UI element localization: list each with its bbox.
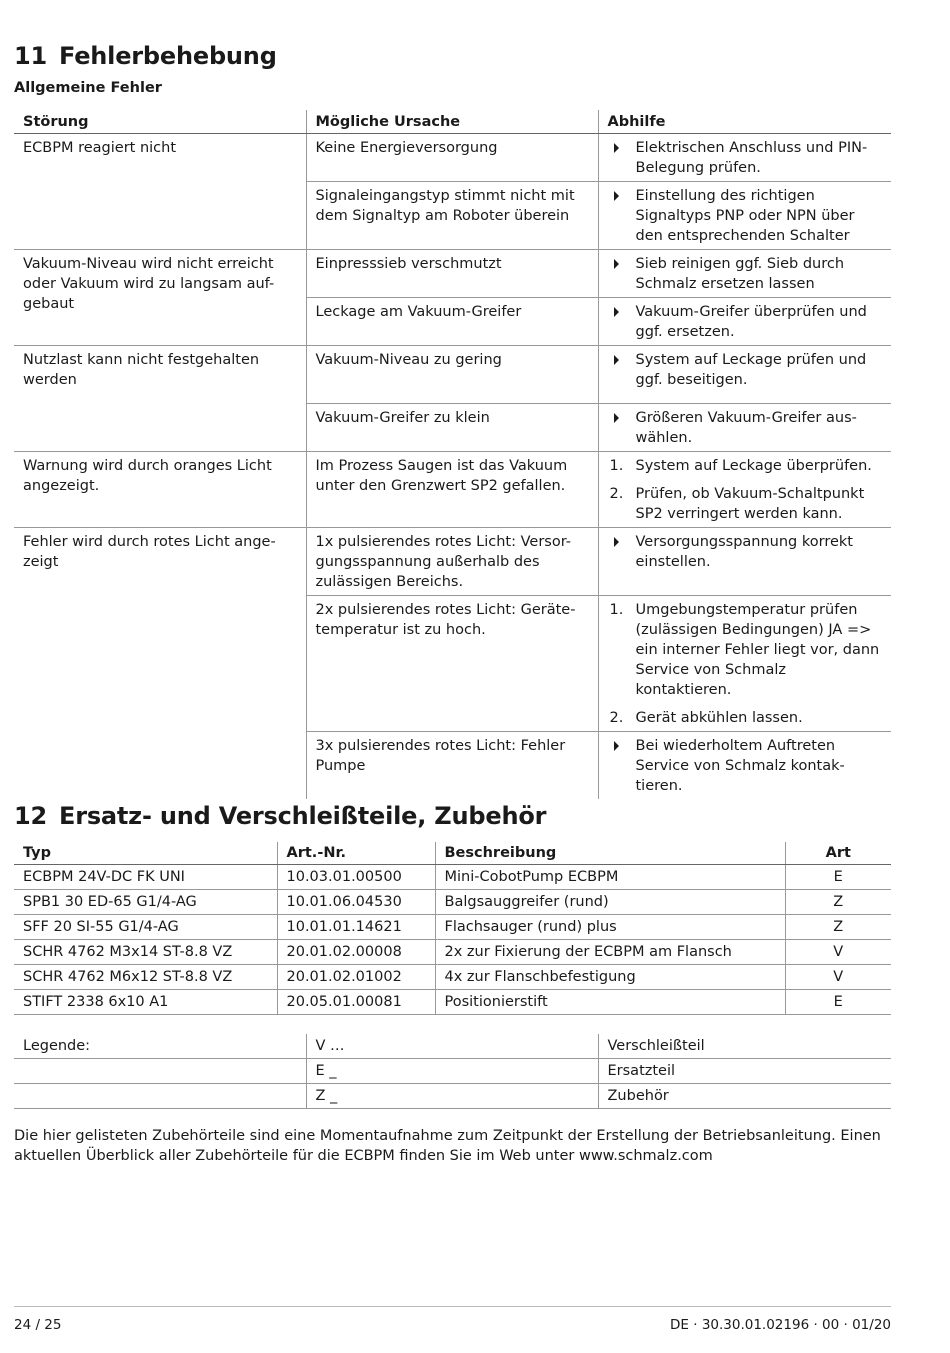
- part-description: Positionierstift: [435, 990, 785, 1015]
- legend-row: [14, 1034, 891, 1059]
- remedy-item: [608, 600, 883, 700]
- cause-cell: Leckage am Vakuum-Greifer: [306, 298, 598, 346]
- remedy-text: Einstellung des richtigen Signaltyps PNP oder NPN über den entsprechenden Schalter: [635, 188, 855, 244]
- cause-cell: Signaleingangstyp stimmt nicht mit dem Signaltyp am Roboter überein: [306, 182, 598, 250]
- document-number: DE · 30.30.01.02196 · 00 · 01/20: [670, 1317, 891, 1333]
- accessories-note: Die hier gelisteten Zubehörteile sind eine Momentaufnahme zum Zeitpunkt der Erstellung der Betriebsanleitung. Einen aktuellen Überblick aller Zubehörteile für die ECBPM finden Sie im Web unter www.schmalz.com: [14, 1128, 881, 1164]
- remedy-text: Versorgungsspannung korrekt einstellen.: [635, 534, 853, 570]
- remedy-item: [608, 254, 883, 294]
- part-description: 2x zur Fixierung der ECBPM am Flansch: [435, 940, 785, 965]
- cause-cell: Keine Energieversorgung: [306, 134, 598, 182]
- section-number: 11: [14, 42, 47, 70]
- table-row: [14, 346, 891, 404]
- article-number: 10.03.01.00500: [277, 865, 435, 890]
- part-category: V: [785, 940, 891, 965]
- remedy-cell: [598, 346, 891, 404]
- arrow-icon: [608, 186, 636, 246]
- step-number: 2.: [609, 710, 624, 726]
- article-number: 10.01.01.14621: [277, 915, 435, 940]
- section-title: Ersatz- und Verschleißteile, Zubehör: [59, 802, 547, 830]
- column-header: Typ: [14, 842, 277, 865]
- section-11-heading: [14, 42, 277, 70]
- remedy-item: [608, 186, 883, 246]
- remedy-item: [608, 350, 883, 390]
- remedy-cell: [598, 182, 891, 250]
- parts-table: [14, 842, 891, 1015]
- remedy-item: [608, 408, 883, 448]
- symptom-cell: Nutzlast kann nicht festgehalten werden: [14, 346, 306, 452]
- part-category: Z: [785, 915, 891, 940]
- table-row: [14, 890, 891, 915]
- section-title: Fehlerbehebung: [59, 42, 277, 70]
- part-category: V: [785, 965, 891, 990]
- cause-cell: 3x pulsierendes rotes Licht: Fehler Pumpe: [306, 732, 598, 800]
- part-type: ECBPM 24V-DC FK UNI: [14, 865, 277, 890]
- part-category: E: [785, 990, 891, 1015]
- remedy-item: [608, 708, 883, 728]
- legend-code: E _: [306, 1059, 598, 1084]
- remedy-text: Größeren Vakuum-Greifer aus-wählen.: [635, 410, 857, 446]
- column-header: Mögliche Ursache: [306, 110, 598, 134]
- step-number: 1.: [609, 458, 624, 474]
- cause-cell: Vakuum-Niveau zu gering: [306, 346, 598, 404]
- legend-table: [14, 1034, 891, 1109]
- remedy-text: System auf Leckage prüfen und ggf. beseitigen.: [635, 352, 867, 388]
- part-type: SFF 20 SI-55 G1/4-AG: [14, 915, 277, 940]
- article-number: 20.01.02.01002: [277, 965, 435, 990]
- table-row: [14, 915, 891, 940]
- section-number: 12: [14, 802, 47, 830]
- arrow-icon: [608, 408, 636, 448]
- remedy-cell: [598, 596, 891, 732]
- arrow-icon: [608, 254, 636, 294]
- remedy-text: Elektrischen Anschluss und PIN-Belegung prüfen.: [635, 140, 868, 176]
- remedy-text: Vakuum-Greifer überprüfen und ggf. ersetzen.: [635, 304, 867, 340]
- cause-cell: Im Prozess Saugen ist das Vakuum unter den Grenzwert SP2 gefallen.: [306, 452, 598, 528]
- article-number: 20.05.01.00081: [277, 990, 435, 1015]
- table-header-row: [14, 842, 891, 865]
- legend-code: V …: [306, 1034, 598, 1059]
- arrow-icon: [608, 350, 636, 390]
- legend-code: Z _: [306, 1084, 598, 1109]
- page-number: 24 / 25: [14, 1317, 62, 1333]
- symptom-cell: ECBPM reagiert nicht: [14, 134, 306, 250]
- table-row: [14, 865, 891, 890]
- legend-label: Legende:: [14, 1034, 306, 1059]
- remedy-text: Umgebungstemperatur prüfen (zulässigen Bedingungen) JA => ein interner Fehler liegt vor, dann Service von Schmalz kontaktieren.: [635, 602, 880, 698]
- remedy-cell: [598, 250, 891, 298]
- part-description: Mini-CobotPump ECBPM: [435, 865, 785, 890]
- table-row: [14, 134, 891, 182]
- cause-cell: 1x pulsierendes rotes Licht: Versor-gungsspannung außerhalb des zulässigen Bereichs.: [306, 528, 598, 596]
- article-number: 10.01.06.04530: [277, 890, 435, 915]
- arrow-icon: [608, 532, 636, 572]
- remedy-cell: [598, 134, 891, 182]
- part-category: Z: [785, 890, 891, 915]
- article-number: 20.01.02.00008: [277, 940, 435, 965]
- remedy-cell: [598, 732, 891, 800]
- symptom-cell: Fehler wird durch rotes Licht ange-zeigt: [23, 534, 276, 570]
- legend-meaning: Zubehör: [598, 1084, 891, 1109]
- part-category: E: [785, 865, 891, 890]
- arrow-icon: [608, 736, 636, 796]
- symptom-cell: Warnung wird durch oranges Licht angezeigt.: [14, 452, 306, 528]
- legend-label: [14, 1059, 306, 1084]
- cause-cell: Vakuum-Greifer zu klein: [306, 404, 598, 452]
- remedy-text: Bei wiederholtem Auftreten Service von Schmalz kontak-tieren.: [635, 738, 845, 794]
- column-header: Abhilfe: [598, 110, 891, 134]
- remedy-cell: [598, 404, 891, 452]
- table-row: [14, 990, 891, 1015]
- legend-row: [14, 1059, 891, 1084]
- part-type: STIFT 2338 6x10 A1: [14, 990, 277, 1015]
- cause-cell: 2x pulsierendes rotes Licht: Geräte-temperatur ist zu hoch.: [306, 596, 598, 732]
- remedy-cell: [598, 528, 891, 596]
- remedy-item: [608, 456, 883, 476]
- column-header: Störung: [14, 110, 306, 134]
- section-12-heading: [14, 802, 546, 830]
- remedy-text: Sieb reinigen ggf. Sieb durch Schmalz ersetzen lassen: [635, 256, 845, 292]
- remedy-cell: [598, 298, 891, 346]
- remedy-text: System auf Leckage überprüfen.: [635, 458, 872, 474]
- symptom-cell: Vakuum-Niveau wird nicht erreicht oder Vakuum wird zu langsam auf-gebaut: [14, 250, 306, 346]
- part-description: 4x zur Flanschbefestigung: [435, 965, 785, 990]
- remedy-item: [608, 302, 883, 342]
- part-type: SCHR 4762 M3x14 ST-8.8 VZ: [14, 940, 277, 965]
- table-row: [14, 528, 891, 596]
- troubleshooting-table: [14, 110, 891, 799]
- remedy-text: Prüfen, ob Vakuum-Schaltpunkt SP2 verringert werden kann.: [635, 486, 865, 522]
- remedy-item: [608, 484, 883, 524]
- subsection-title: Allgemeine Fehler: [14, 80, 162, 96]
- table-row: [14, 250, 891, 298]
- table-row: [14, 452, 891, 528]
- step-number: 2.: [609, 486, 624, 502]
- legend-meaning: Ersatzteil: [598, 1059, 891, 1084]
- remedy-item: [608, 736, 883, 796]
- legend-row: [14, 1084, 891, 1109]
- remedy-text: Gerät abkühlen lassen.: [635, 710, 803, 726]
- part-type: SCHR 4762 M6x12 ST-8.8 VZ: [14, 965, 277, 990]
- table-row: [14, 940, 891, 965]
- column-header: Art.-Nr.: [277, 842, 435, 865]
- remedy-item: [608, 138, 883, 178]
- part-type: SPB1 30 ED-65 G1/4-AG: [14, 890, 277, 915]
- table-header-row: [14, 110, 891, 134]
- part-description: Flachsauger (rund) plus: [435, 915, 785, 940]
- step-number: 1.: [609, 602, 624, 618]
- part-description: Balgsauggreifer (rund): [435, 890, 785, 915]
- remedy-item: [608, 532, 883, 572]
- arrow-icon: [608, 302, 636, 342]
- legend-label: [14, 1084, 306, 1109]
- column-header: Beschreibung: [435, 842, 785, 865]
- cause-cell: Einpresssieb verschmutzt: [306, 250, 598, 298]
- legend-meaning: Verschleißteil: [598, 1034, 891, 1059]
- column-header: Art: [785, 842, 891, 865]
- footer-divider: [14, 1306, 891, 1307]
- arrow-icon: [608, 138, 636, 178]
- table-row: [14, 965, 891, 990]
- remedy-cell: [598, 452, 891, 528]
